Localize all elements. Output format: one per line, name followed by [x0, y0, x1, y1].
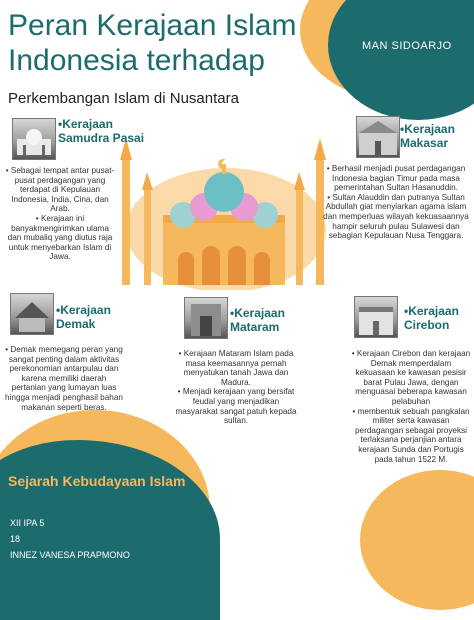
footer-class: XII IPA 5 [10, 518, 45, 528]
kingdom-desc-cirebon [350, 349, 472, 464]
samudra-pasai-photo [12, 118, 56, 160]
kingdom-desc-samudra-pasai [5, 166, 115, 262]
school-name: MAN SIDOARJO [362, 40, 452, 52]
page-title: Peran Kerajaan Islam Indonesia terhadap [8, 9, 297, 77]
page-subtitle: Perkembangan Islam di Nusantara [8, 90, 239, 107]
kingdom-point: • Menjadi kerajaan yang bersifat feudal yang menjadikan masyarakat sangat patuh kepada sultan. [175, 387, 297, 426]
kingdom-point: • Berhasil menjadi pusat perdagangan Indonesia bagian Timur pada masa pemerintahan Sultan Hasanuddin. [326, 164, 466, 193]
kingdom-name-demak: •Kerajaan Demak [56, 303, 111, 331]
kingdom-name-cirebon: •Kerajaan Cirebon [404, 304, 459, 332]
kingdom-point: • Kerajaan ini banyakmengirimkan ulama dan mubaliq yang diutus raja untuk menyebarkan Islam di Jawa. [7, 213, 113, 262]
cirebon-photo [354, 296, 398, 338]
kingdom-point: • Sebagai tempat antar pusat-pusat perdagangan yang terdapat di Kepulauan Indonesia, India, Cina, dan Arab. [5, 166, 115, 214]
mataram-photo [184, 297, 228, 339]
kingdom-desc-mataram [172, 349, 300, 426]
kingdom-name-mataram: •Kerajaan Mataram [230, 306, 285, 334]
kingdom-point: • membentuk sebuah pangkalan militer serta kawasan perdagangan sebagai proyeksi terlaksana perjanjian antara kerajaan Sunda dan Portugis pada tahun 1522 M. [352, 406, 470, 464]
kingdom-desc-makasar [318, 164, 474, 241]
kingdom-point: • Kerajaan Mataram Islam pada masa keemasannya pernah menyatukan tanah Jawa dan Madura. [178, 349, 294, 387]
makasar-photo [356, 116, 400, 158]
demak-photo [10, 293, 54, 335]
mosque-illustration [108, 120, 338, 290]
footer-student-name: INNEZ VANESA PRAPMONO [10, 550, 130, 560]
footer-number: 18 [10, 534, 21, 544]
kingdom-point: • Kerajaan Cirebon dan kerajaan Demak memperdalam kekuasaan ke kawasan pesisir barat Pulau Jawa, dengan menguasai beberapa kawasan pelabuhan [351, 349, 471, 406]
kingdom-point: • Demak memegang peran yang sangat penting dalam aktivitas perekonomian antarpulau dan karena memiliki daerah pertanian yang lumayan luas hingga menjadi penghasil bahan makanan seperti beras. [5, 345, 123, 412]
kingdom-name-makasar: •Kerajaan Makasar [400, 122, 455, 150]
decor-blob-orange-bottom-right [360, 470, 474, 610]
kingdom-desc-demak [5, 345, 123, 412]
footer-subject: Sejarah Kebudayaan Islam [8, 473, 186, 489]
kingdom-name-samudra-pasai: •Kerajaan Samudra Pasai [58, 117, 145, 145]
decor-blob-teal-top [328, 0, 474, 120]
kingdom-point: • Sultan Alauddin dan putranya Sultan Abdullah giat menyiarkan agama islam dan memperluas wilayah kekuasaannya hampir seluruh pulau Sulawesi dan sebagian Kepulauan Nusa Tenggara. [323, 192, 469, 241]
